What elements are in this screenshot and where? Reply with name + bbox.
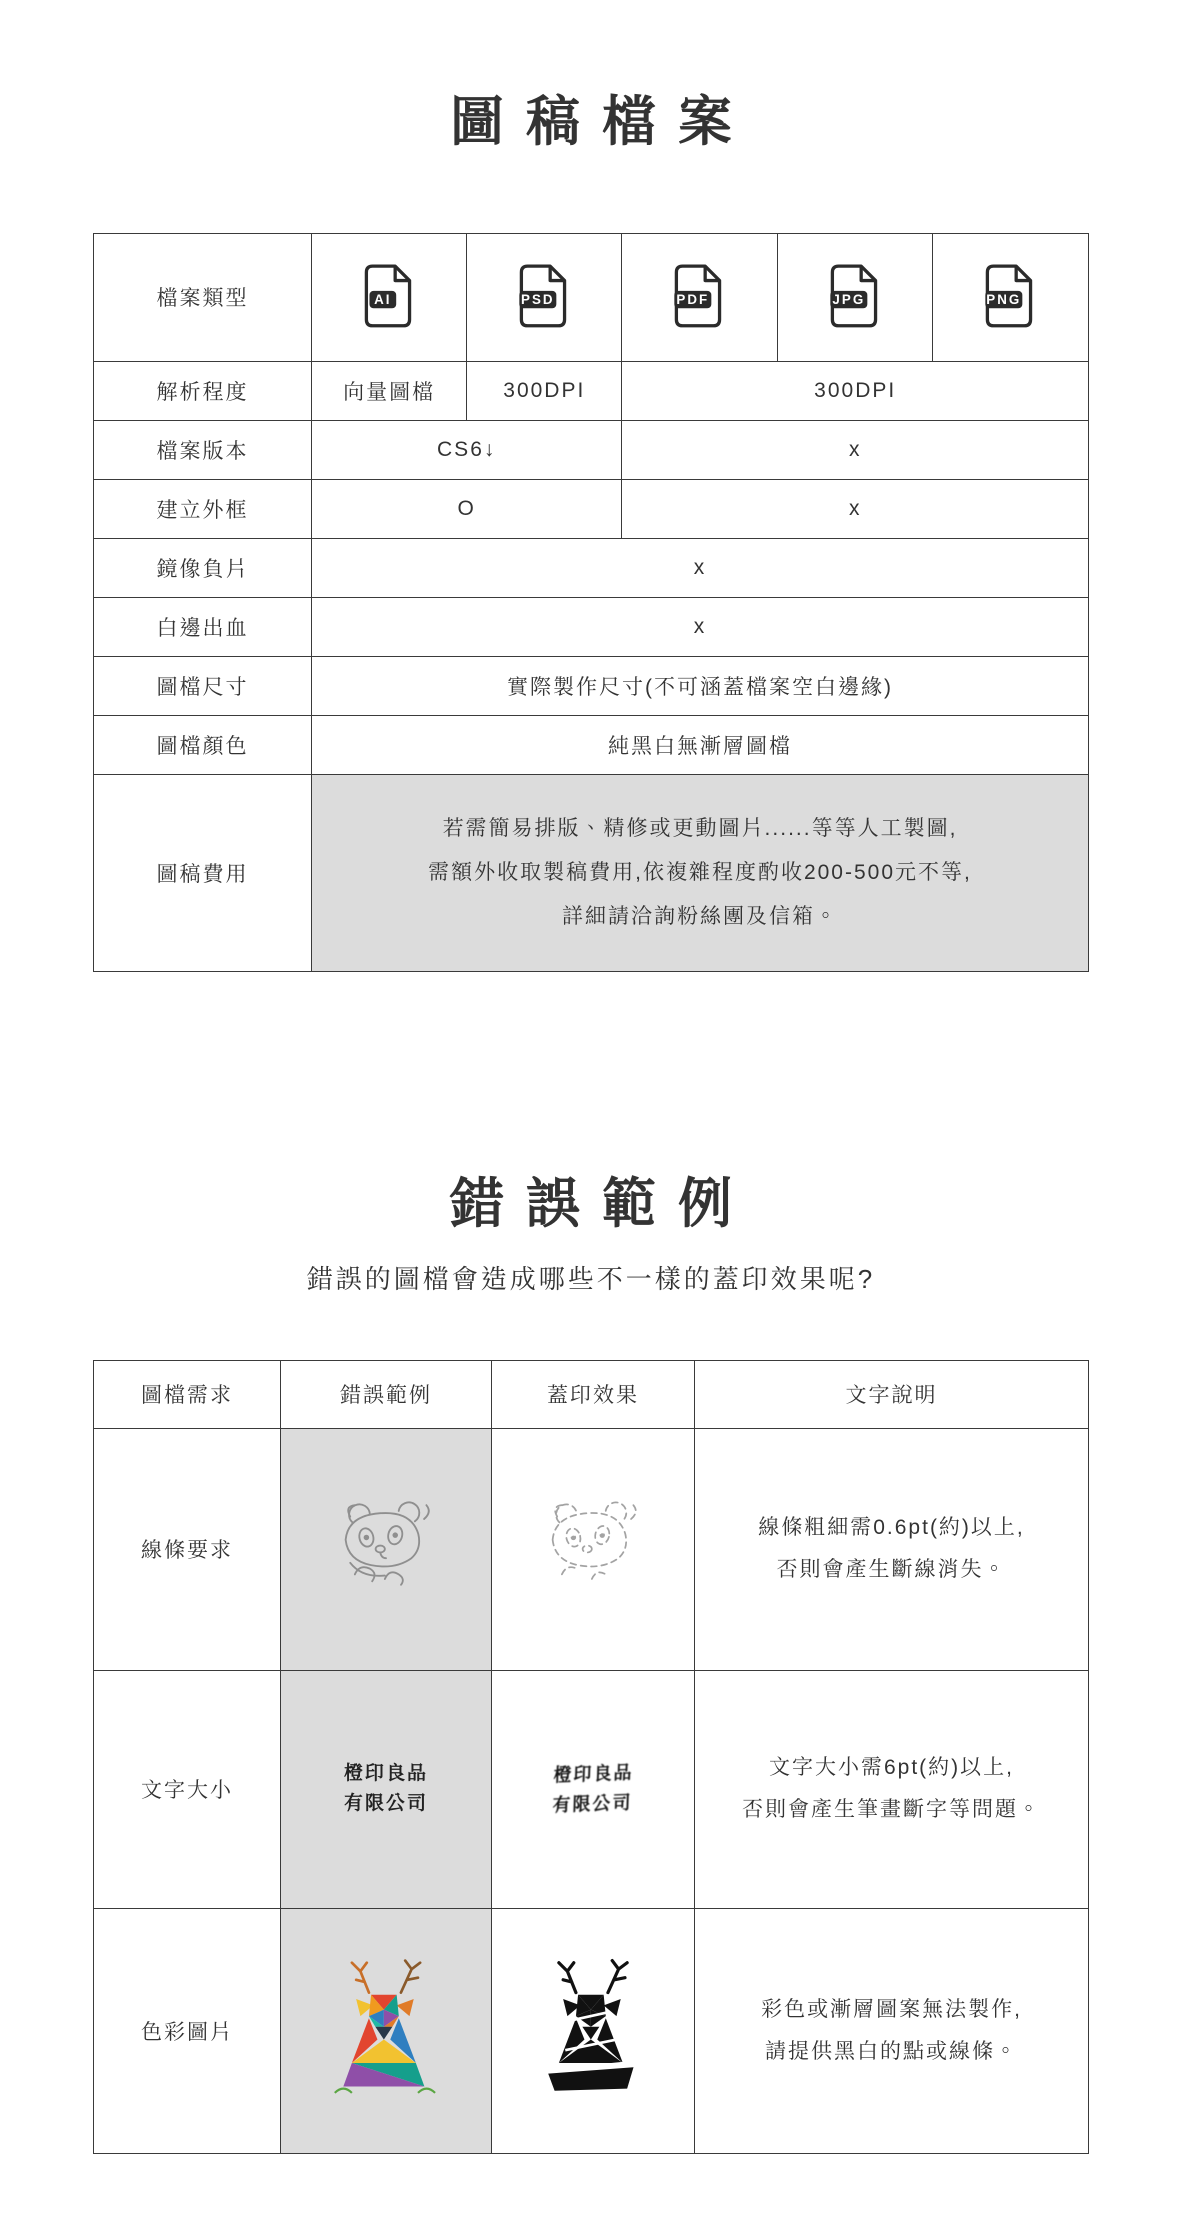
desc-line-1: 文字大小需6pt(約)以上, [768, 1756, 1014, 1780]
resolution-300dpi-cell-1: 300DPI [467, 362, 622, 421]
bear-sketch-image [311, 1489, 461, 1609]
deer-stamped-image [529, 1956, 657, 2106]
svg-text:JPG: JPG [832, 292, 865, 308]
pdf-file-icon [662, 260, 736, 334]
page-content [93, 0, 1089, 2154]
jpg-file-icon [818, 260, 892, 334]
svg-text:PNG: PNG [986, 292, 1022, 308]
row-label-bleed: 白邊出血 [94, 598, 312, 657]
file-type-cell-ai [312, 234, 467, 362]
stamp-effect-text-cell [492, 1671, 695, 1909]
artwork-file-table [93, 233, 1089, 972]
fee-line-3: 詳細請洽詢粉絲團及信箱。 [561, 904, 838, 928]
desc-text-size [695, 1671, 1088, 1909]
stamp-effect-bear-cell [492, 1429, 695, 1671]
row-label-size: 圖檔尺寸 [94, 657, 312, 716]
section2-subtitle: 錯誤的圖檔會造成哪些不一樣的蓋印效果呢? [306, 1263, 876, 1294]
row-label-file-type: 檔案類型 [94, 234, 312, 362]
resolution-300dpi-cell-2: 300DPI [622, 362, 1088, 421]
company-text-original: 橙印良品 有限公司 [343, 1763, 428, 1815]
need-text-size: 文字大小 [94, 1671, 281, 1909]
error-example-table [93, 1360, 1089, 2154]
stamp-effect-deer-cell [492, 1909, 695, 2153]
row-label-mirror: 鏡像負片 [94, 539, 312, 598]
desc-line-2: 請提供黑白的點或線條。 [765, 2039, 1018, 2063]
wrong-example-deer-cell [281, 1909, 492, 2153]
deer-color-image [322, 1956, 450, 2106]
svg-text:PDF: PDF [676, 292, 710, 308]
desc-line-1: 線條粗細需0.6pt(約)以上, [758, 1516, 1025, 1540]
header-wrong-example: 錯誤範例 [281, 1361, 492, 1429]
desc-line-2: 否則會產生斷線消失。 [776, 1558, 1007, 1582]
row-label-outline: 建立外框 [94, 480, 312, 539]
file-type-cell-png [933, 234, 1088, 362]
version-x-cell: x [622, 421, 1088, 480]
section1-title: 圖稿檔案 [450, 92, 754, 152]
wrong-example-bear-cell [281, 1429, 492, 1671]
need-color-image: 色彩圖片 [94, 1909, 281, 2153]
outline-o-cell: O [312, 480, 622, 539]
resolution-vector-cell: 向量圖檔 [312, 362, 467, 421]
fee-line-2: 需額外收取製稿費用,依複雜程度酌收200-500元不等, [428, 860, 972, 884]
png-file-icon [973, 260, 1047, 334]
bleed-x-cell: x [312, 598, 1088, 657]
mirror-x-cell: x [312, 539, 1088, 598]
wrong-example-text-cell [281, 1671, 492, 1909]
desc-line-2: 否則會產生筆畫斷字等問題。 [742, 1798, 1041, 1822]
fee-value-cell [312, 775, 1088, 971]
header-description: 文字說明 [695, 1361, 1088, 1429]
desc-line-1: 彩色或漸層圖案無法製作, [761, 1997, 1022, 2021]
file-type-cell-pdf [622, 234, 777, 362]
color-value-cell: 純黑白無漸層圖檔 [312, 716, 1088, 775]
size-value-cell: 實際製作尺寸(不可涵蓋檔案空白邊緣) [312, 657, 1088, 716]
row-label-version: 檔案版本 [94, 421, 312, 480]
fee-line-1: 若需簡易排版、精修或更動圖片......等等人工製圖, [442, 816, 958, 840]
desc-line-requirement [695, 1429, 1088, 1671]
svg-text:PSD: PSD [521, 292, 555, 308]
need-line-requirement: 線條要求 [94, 1429, 281, 1671]
file-type-cell-jpg [778, 234, 933, 362]
company-text-stamped: 橙印良品 有限公司 [552, 1762, 634, 1816]
section2-title: 錯誤範例 [450, 1173, 754, 1234]
row-label-fee: 圖稿費用 [94, 775, 312, 971]
row-label-resolution: 解析程度 [94, 362, 312, 421]
row-label-color: 圖檔顏色 [94, 716, 312, 775]
outline-x-cell: x [622, 480, 1088, 539]
bear-stamped-image [518, 1489, 668, 1609]
desc-color-image [695, 1909, 1088, 2153]
header-stamp-effect: 蓋印效果 [492, 1361, 695, 1429]
svg-text:AI: AI [374, 292, 392, 308]
ai-file-icon [352, 260, 426, 334]
psd-file-icon [507, 260, 581, 334]
header-need: 圖檔需求 [94, 1361, 281, 1429]
version-cs6-cell: CS6↓ [312, 421, 622, 480]
file-type-cell-psd [467, 234, 622, 362]
